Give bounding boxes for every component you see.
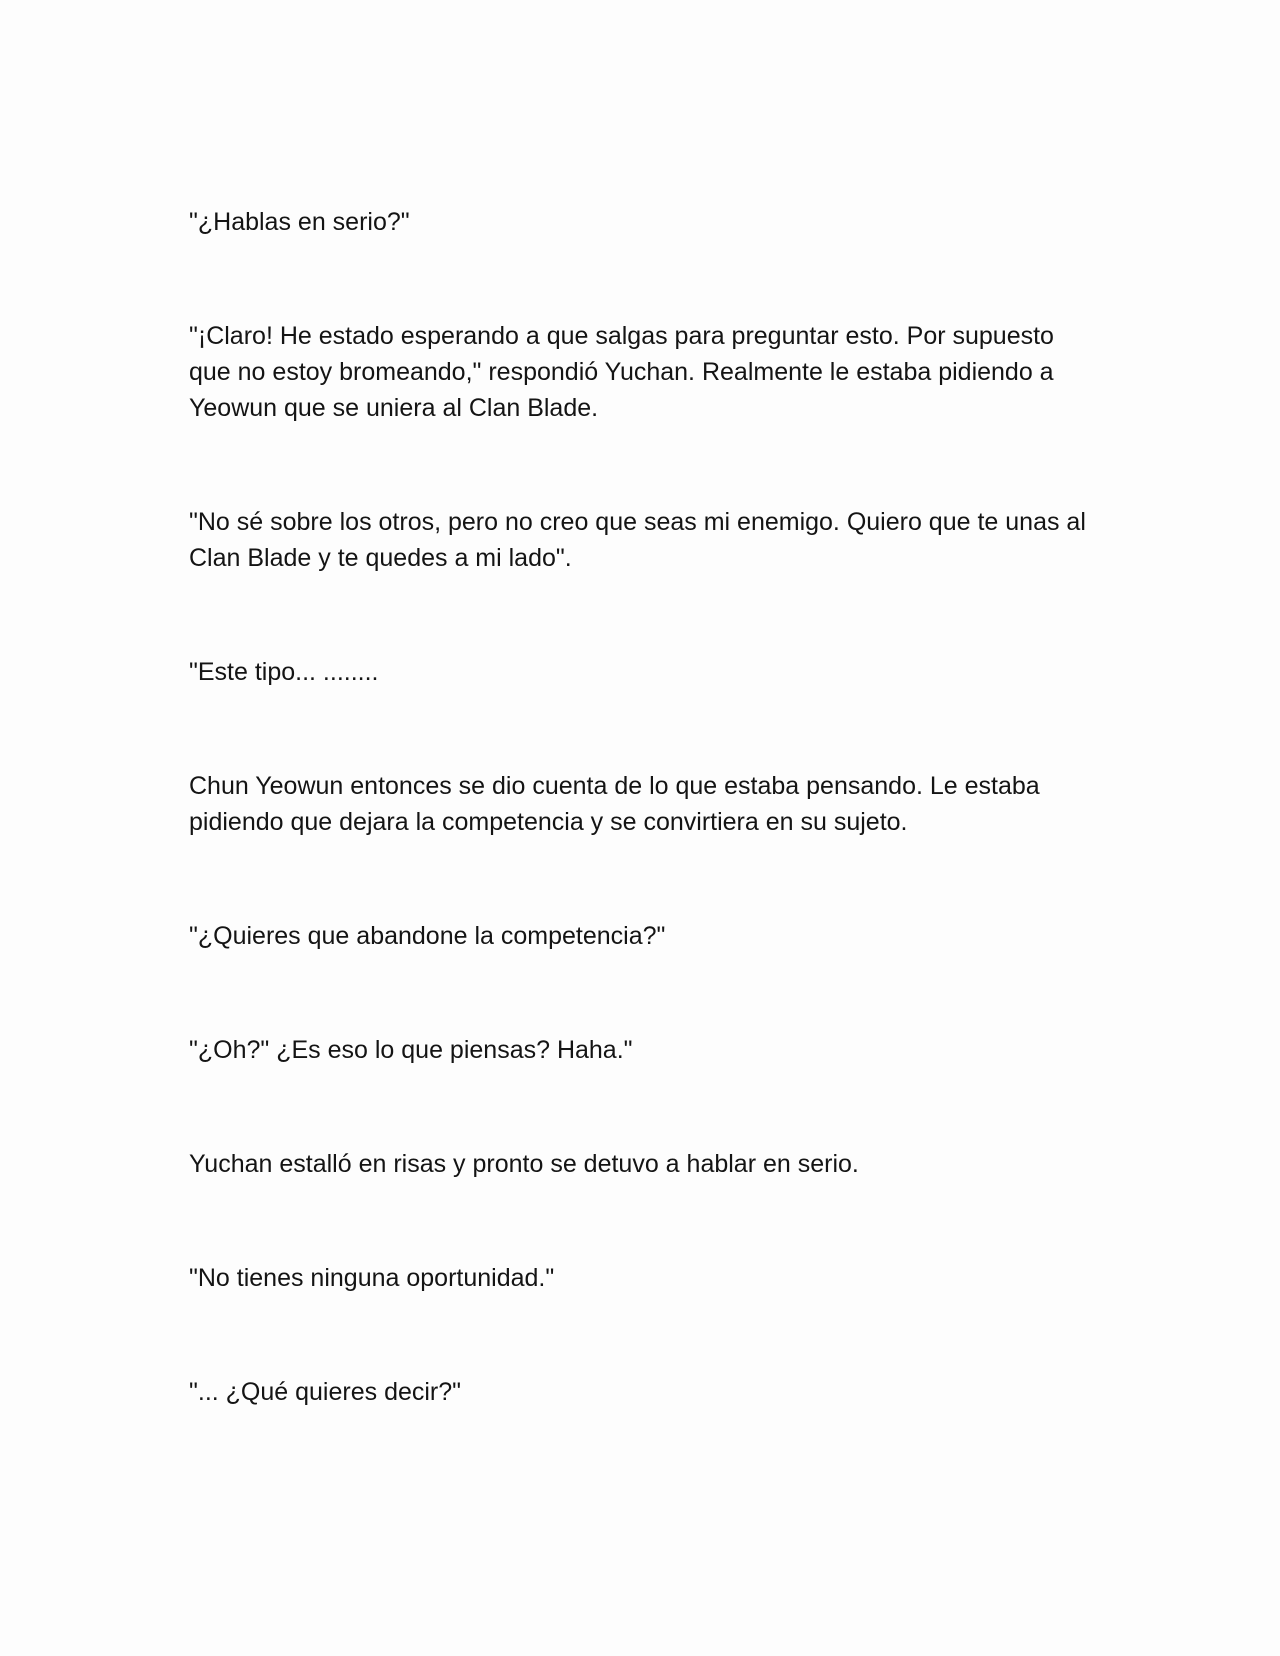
paragraph-6: "¿Quieres que abandone la competencia?" bbox=[189, 922, 666, 950]
paragraph-4: "Este tipo... ........ bbox=[189, 658, 379, 686]
paragraph-1: "¿Hablas en serio?" bbox=[189, 208, 410, 236]
paragraph-8: Yuchan estalló en risas y pronto se detuvo a hablar en serio. bbox=[189, 1150, 859, 1178]
paragraph-10: "... ¿Qué quieres decir?" bbox=[189, 1378, 462, 1406]
paragraph-5: Chun Yeowun entonces se dio cuenta de lo que estaba pensando. Le estaba pidiendo que dejara la competencia y se convirtiera en su sujeto. bbox=[189, 772, 1040, 836]
paragraph-9: "No tienes ninguna oportunidad." bbox=[189, 1264, 555, 1292]
document-body bbox=[189, 204, 1089, 1410]
paragraph-7: "¿Oh?" ¿Es eso lo que piensas? Haha." bbox=[189, 1036, 633, 1064]
paragraph-2: "¡Claro! He estado esperando a que salgas para preguntar esto. Por supuesto que no estoy bromeando," respondió Yuchan. Realmente le estaba pidiendo a Yeowun que se uniera al Clan Blade. bbox=[189, 322, 1054, 422]
paragraph-3: "No sé sobre los otros, pero no creo que seas mi enemigo. Quiero que te unas al Clan Blade y te quedes a mi lado". bbox=[189, 508, 1086, 572]
